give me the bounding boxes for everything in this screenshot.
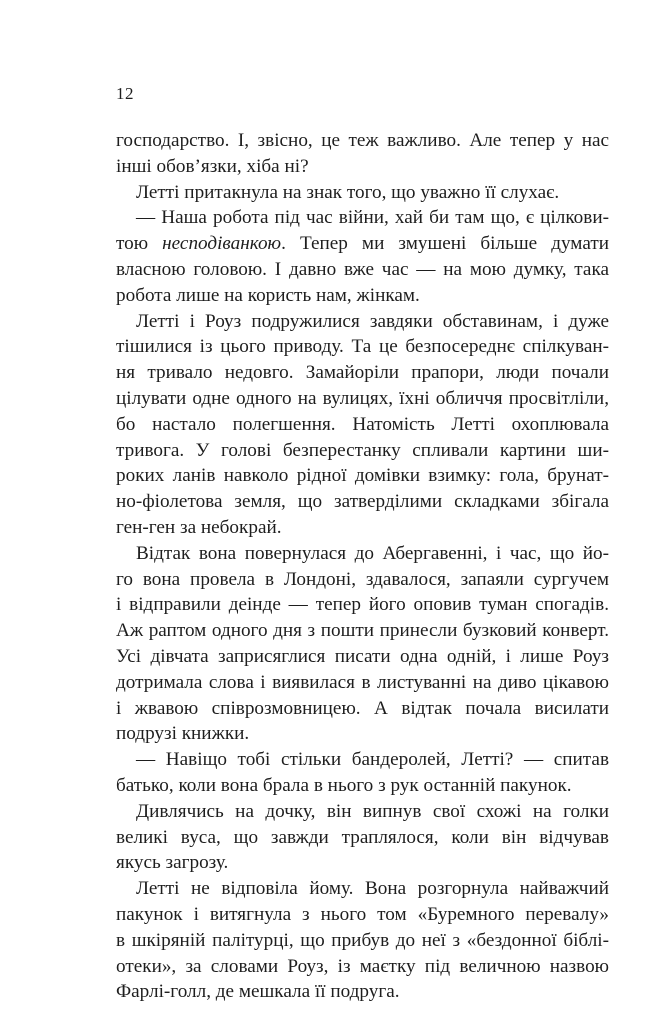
text-line: Відтак вона повернулася до Абергавенні, і час, що йо- <box>136 542 609 564</box>
text-line: Летті не відповіла йому. Вона розгорнула найважчий <box>136 878 609 900</box>
emphasis-word: несподіванкою <box>162 233 282 255</box>
text-line: бо настало полегшення. Натомість Летті охоплювала <box>116 413 609 435</box>
text-line: Летті притакнула на знак того, що уважно її слухає. <box>136 181 560 203</box>
text-line: Усі дівчата заприсяглися писати одна одній, і лише Роуз <box>116 645 609 667</box>
text-line <box>116 231 609 257</box>
text-line: великі вуса, що завжди траплялося, коли він відчував <box>116 826 609 848</box>
text-line: го вона провела в Лондоні, здавалося, запаяли сургучем <box>116 568 609 590</box>
text-line: тішилися із цього приводу. Та це безпосереднє спілкуван- <box>116 336 609 358</box>
text-line: Аж раптом одного дня з пошти принесли бузковий конверт. <box>116 620 609 642</box>
text-run: тою <box>116 233 163 255</box>
page-number: 12 <box>116 84 134 103</box>
text-line: батько, коли вона брала в нього з рук останній пакунок. <box>116 774 572 796</box>
text-run: . Тепер ми змушені більше думати <box>281 233 609 255</box>
text-line: господарство. І, звісно, це теж важливо. Але тепер у нас <box>116 130 609 151</box>
text-line: Летті і Роуз подружилися завдяки обставинам, і дуже <box>136 310 609 332</box>
text-line: ген-ген за небокрай. <box>116 516 282 538</box>
text-line: Дивлячись на дочку, він випнув свої схожі на голки <box>136 800 609 822</box>
text-line: робота лише на користь нам, жінкам. <box>116 284 420 306</box>
text-line: інші обов’язки, хіба ні? <box>116 155 309 177</box>
text-line: роких ланів навколо рідної домівки взимку: гола, брунат- <box>116 465 609 487</box>
text-line: подрузі книжки. <box>116 723 250 745</box>
text-line: Фарлі-голл, де мешкала її подруга. <box>116 981 400 1003</box>
text-line: дотримала слова і виявилася в листуванні на диво цікавою <box>116 671 609 693</box>
body-text <box>116 128 609 1005</box>
text-line: якусь загрозу. <box>116 852 229 874</box>
text-line: і жвавою співрозмовницею. А відтак почала висилати <box>116 697 609 719</box>
text-line: тривога. У голові безперестанку спливали картини ши- <box>116 439 609 461</box>
text-line: пакунок і витягнула з нього том «Буремного перевалу» <box>116 903 609 925</box>
text-line: і відправили деінде — тепер його оповив туман спогадів. <box>116 594 609 616</box>
text-line: в шкіряній палітурці, що прибув до неї з «бездонної біблі- <box>116 929 609 951</box>
text-line: — Наша робота під час війни, хай би там що, є цілкови- <box>136 207 609 229</box>
text-line: власною головою. І давно вже час — на мою думку, така <box>116 258 609 280</box>
text-line: цілувати одне одного на вулицях, їхні обличчя просвітліли, <box>116 387 609 409</box>
text-line: ня тривало недовго. Замайоріли прапори, люди почали <box>116 362 609 384</box>
text-line: но-фіолетова земля, що затверділими складками збігала <box>116 491 609 513</box>
text-line: отеки», за словами Роуз, із маєтку під величною назвою <box>116 955 609 977</box>
text-line: — Навіщо тобі стільки бандеролей, Летті? — спитав <box>136 749 609 771</box>
